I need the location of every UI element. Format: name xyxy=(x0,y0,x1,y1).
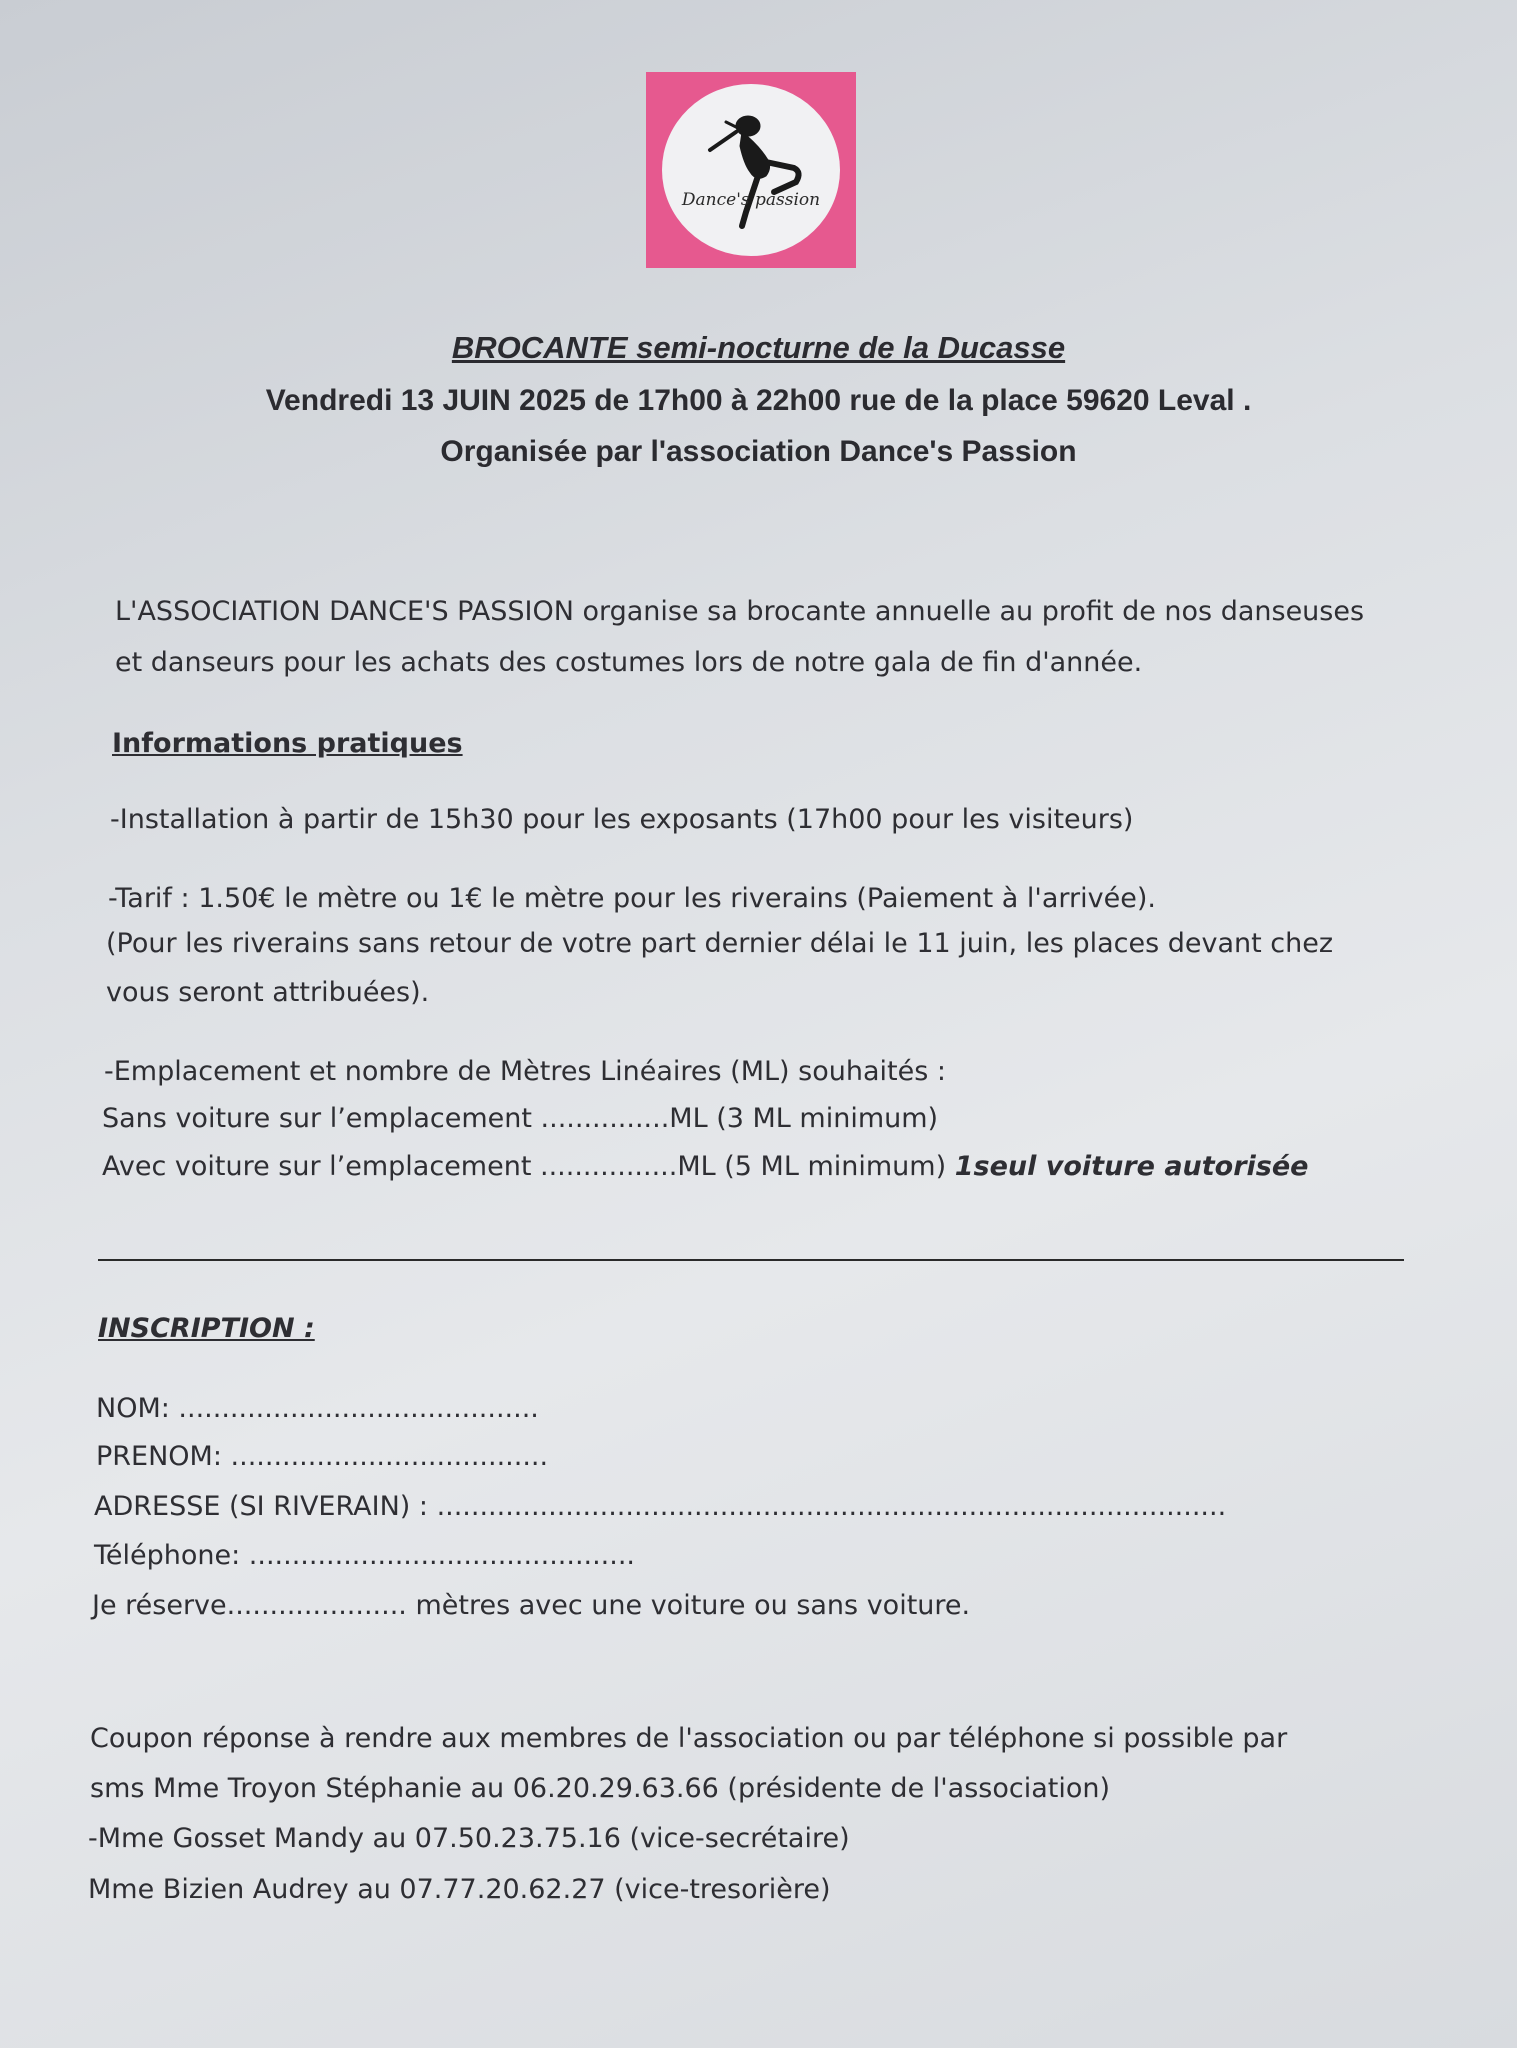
dancer-silhouette-icon xyxy=(646,72,856,268)
info-installation: -Installation à partir de 15h30 pour les exposants (17h00 pour les visiteurs) xyxy=(110,804,1134,835)
avec-voiture-text: Avec voiture sur l’emplacement ................ML (5 ML minimum) xyxy=(102,1151,947,1182)
contact-line-4: Mme Bizien Audrey au 07.77.20.62.27 (vice-tresorière) xyxy=(88,1874,831,1905)
contact-line-2: sms Mme Troyon Stéphanie au 06.20.29.63.66 (présidente de l'association) xyxy=(90,1773,1111,1804)
contact-line-1: Coupon réponse à rendre aux membres de l'association ou par téléphone si possible par xyxy=(90,1723,1288,1754)
event-title: BROCANTE semi-nocturne de la Ducasse xyxy=(451,330,1066,365)
inscription-nom-field: NOM: .......................................... xyxy=(96,1393,539,1424)
info-tarif-line-1: -Tarif : 1.50€ le mètre ou 1€ le mètre pour les riverains (Paiement à l'arrivée). xyxy=(108,883,1156,914)
inscription-heading: INSCRIPTION : xyxy=(98,1313,315,1344)
event-date-line: Vendredi 13 JUIN 2025 de 17h00 à 22h00 rue de la place 59620 Leval . xyxy=(265,384,1252,417)
info-tarif-line-3: vous seront attribuées). xyxy=(106,977,430,1008)
info-heading: Informations pratiques xyxy=(112,728,463,759)
info-avec-voiture xyxy=(102,1151,1309,1182)
inscription-reserve-field: Je réserve..................... mètres avec une voiture ou sans voiture. xyxy=(92,1590,971,1621)
dance-passion-logo xyxy=(646,72,856,268)
intro-line-2: et danseurs pour les achats des costumes lors de notre gala de fin d'année. xyxy=(115,647,1143,678)
intro-line-1: L'ASSOCIATION DANCE'S PASSION organise sa brocante annuelle au profit de nos danseuses xyxy=(115,596,1365,627)
logo-text: Dance's passion xyxy=(681,190,821,210)
inscription-adresse-field: ADRESSE (SI RIVERAIN) : ............................................................................................ xyxy=(94,1491,1227,1522)
inscription-prenom-field: PRENOM: ..................................... xyxy=(96,1441,549,1472)
info-emplacement-line: -Emplacement et nombre de Mètres Linéaires (ML) souhaités : xyxy=(104,1056,946,1087)
info-tarif-line-2: (Pour les riverains sans retour de votre part dernier délai le 11 juin, les places devant chez xyxy=(106,928,1334,959)
avec-voiture-note: 1seul voiture autorisée xyxy=(954,1151,1309,1182)
info-sans-voiture: Sans voiture sur l’emplacement ...............ML (3 ML minimum) xyxy=(102,1103,939,1134)
event-organizer-line: Organisée par l'association Dance's Passion xyxy=(440,435,1077,468)
section-divider xyxy=(98,1259,1404,1261)
inscription-telephone-field: Téléphone: ............................................. xyxy=(94,1540,636,1571)
contact-line-3: -Mme Gosset Mandy au 07.50.23.75.16 (vice-secrétaire) xyxy=(88,1823,850,1854)
